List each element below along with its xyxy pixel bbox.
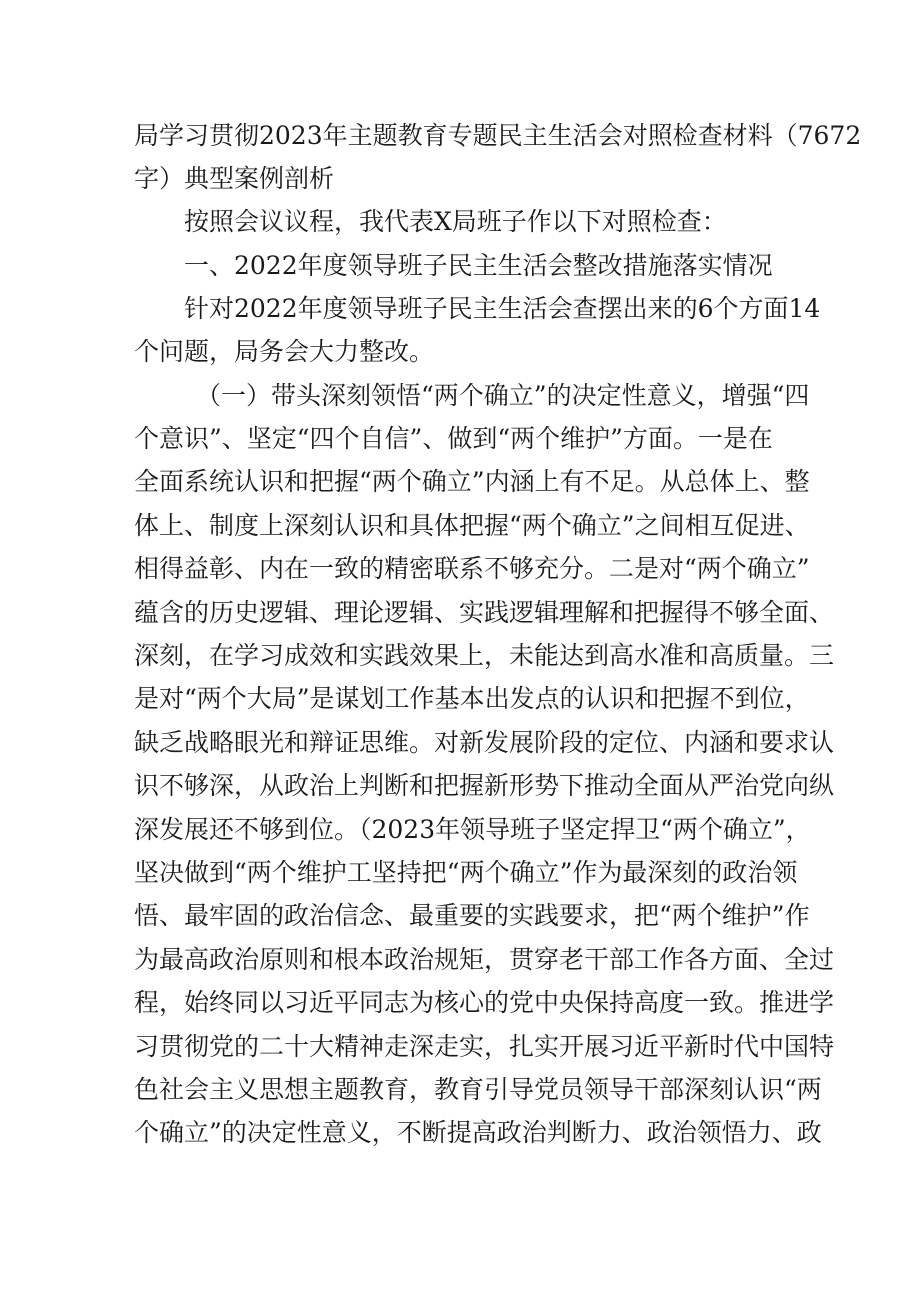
subsection-line-13: 悟、最牢固的政治信念、最重要的实践要求，把“两个维护”作 [134, 901, 810, 930]
subsection-line-15: 程，始终同以习近平同志为核心的党中央保持高度一致。推进学 [134, 988, 835, 1017]
subsection-line-7: 深刻，在学习成效和实践效果上，未能达到高水准和高质量。三 [134, 641, 835, 670]
subsection-line-18: 个确立”的决定性意义，不断提高政治判断力、政治领悟力、政 [134, 1118, 822, 1147]
subsection-line-11: 深发展还不够到位。（2023年领导班子坚定捍卫“两个确立”， [134, 815, 811, 844]
title-line-2: 字）典型案例剖析 [134, 164, 335, 193]
subsection-line-10: 识不够深，从政治上判断和把握新形势下推动全面从严治党向纵 [134, 771, 835, 800]
subsection-line-2: 个意识”、坚定“四个自信”、做到“两个维护”方面。一是在 [134, 424, 773, 453]
intro-paragraph: 按照会议议程，我代表X局班子作以下对照检查： [184, 207, 727, 236]
section-heading: 一、2022年度领导班子民主生活会整改措施落实情况 [184, 251, 773, 280]
section-text-line-2: 个问题，局务会大力整改。 [134, 337, 435, 366]
subsection-line-1: （一）带头深刻领悟“两个确立”的决定性意义，增强“四 [196, 381, 810, 410]
section-text-line-1: 针对2022年度领导班子民主生活会查摆出来的6个方面14 [184, 294, 821, 323]
subsection-line-8: 是对“两个大局”是谋划工作基本出发点的认识和把握不到位， [134, 684, 810, 713]
subsection-line-5: 相得益彰、内在一致的精密联系不够充分。二是对“两个确立” [134, 554, 810, 583]
subsection-line-12: 坚决做到“两个维护工坚持把“两个确立”作为最深刻的政治领 [134, 858, 798, 887]
subsection-line-3: 全面系统认识和把握“两个确立”内涵上有不足。从总体上、整 [134, 467, 810, 496]
subsection-line-16: 习贯彻党的二十大精神走深走实，扎实开展习近平新时代中国特 [134, 1032, 835, 1061]
subsection-line-14: 为最高政治原则和根本政治规矩，贯穿老干部工作各方面、全过 [134, 945, 835, 974]
subsection-line-9: 缺乏战略眼光和辩证思维。对新发展阶段的定位、内涵和要求认 [134, 728, 835, 757]
subsection-line-17: 色社会主义思想主题教育，教育引导党员领导干部深刻认识“两 [134, 1075, 822, 1104]
subsection-line-6: 蕴含的历史逻辑、理论逻辑、实践逻辑理解和把握得不够全面、 [134, 598, 835, 627]
title-line-1: 局学习贯彻2023年主题教育专题民主生活会对照检查材料（7672 [134, 121, 862, 150]
subsection-line-4: 体上、制度上深刻认识和具体把握“两个确立”之间相互促进、 [134, 511, 810, 540]
